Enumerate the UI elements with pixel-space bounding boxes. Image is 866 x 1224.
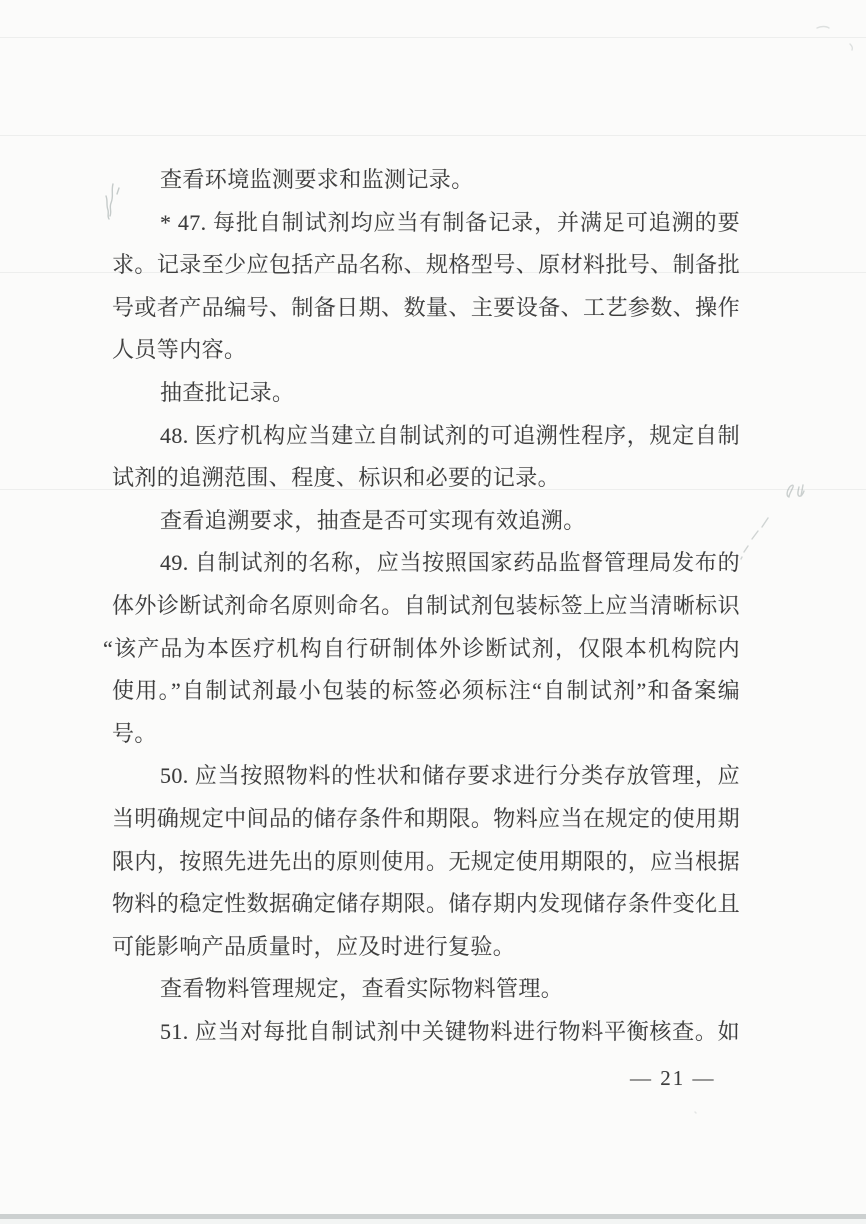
text-line: 48. 医疗机构应当建立自制试剂的可追溯性程序，规定自制 xyxy=(160,422,740,448)
text-line: * 47. 每批自制试剂均应当有制备记录，并满足可追溯的要 xyxy=(160,209,740,235)
text-line: 使用。”自制试剂最小包装的标签必须标注“自制试剂”和备案编 xyxy=(112,678,740,704)
text-line: 体外诊断试剂命名原则命名。自制试剂包装标签上应当清晰标识 xyxy=(112,592,740,618)
text-line: 试剂的追溯范围、程度、标识和必要的记录。 xyxy=(112,465,561,491)
text-line: 查看追溯要求，抽查是否可实现有效追溯。 xyxy=(160,507,586,533)
text-line: 查看环境监测要求和监测记录。 xyxy=(160,167,474,192)
document-text-block xyxy=(103,159,740,1053)
page-number: — 21 — xyxy=(630,1066,716,1090)
text-line: 49. 自制试剂的名称，应当按照国家药品监督管理局发布的 xyxy=(160,550,740,576)
scanner-bottom-margin xyxy=(0,1219,866,1224)
text-line: 求。记录至少应包括产品名称、规格型号、原材料批号、制备批 xyxy=(112,252,740,278)
scan-streak xyxy=(0,135,866,136)
smudge-top-right xyxy=(817,27,852,51)
scan-streak xyxy=(0,37,866,38)
text-line: 51. 应当对每批自制试剂中关键物料进行物料平衡核查。如 xyxy=(160,1018,740,1044)
text-line: 号。 xyxy=(112,720,157,746)
fleck xyxy=(695,1112,696,1113)
text-line: 查看物料管理规定，查看实际物料管理。 xyxy=(160,976,564,1002)
pencil-mark-right-upper xyxy=(787,485,804,497)
text-line: 限内，按照先进先出的原则使用。无规定使用期限的，应当根据 xyxy=(112,848,740,874)
text-line: 人员等内容。 xyxy=(112,337,247,363)
text-line: 可能影响产品质量时，应及时进行复验。 xyxy=(112,933,516,959)
text-line: 当明确规定中间品的储存条件和期限。物料应当在规定的使用期 xyxy=(112,805,740,831)
text-line: 抽查批记录。 xyxy=(160,379,295,405)
text-line: 50. 应当按照物料的性状和储存要求进行分类存放管理，应 xyxy=(160,763,740,789)
text-line: 号或者产品编号、制备日期、数量、主要设备、工艺参数、操作 xyxy=(112,294,740,320)
text-line: “该产品为本医疗机构自行研制体外诊断试剂，仅限本机构院内 xyxy=(103,635,740,661)
pencil-mark-right-lower xyxy=(741,518,768,559)
text-line: 物料的稳定性数据确定储存期限。储存期内发现储存条件变化且 xyxy=(112,891,740,917)
